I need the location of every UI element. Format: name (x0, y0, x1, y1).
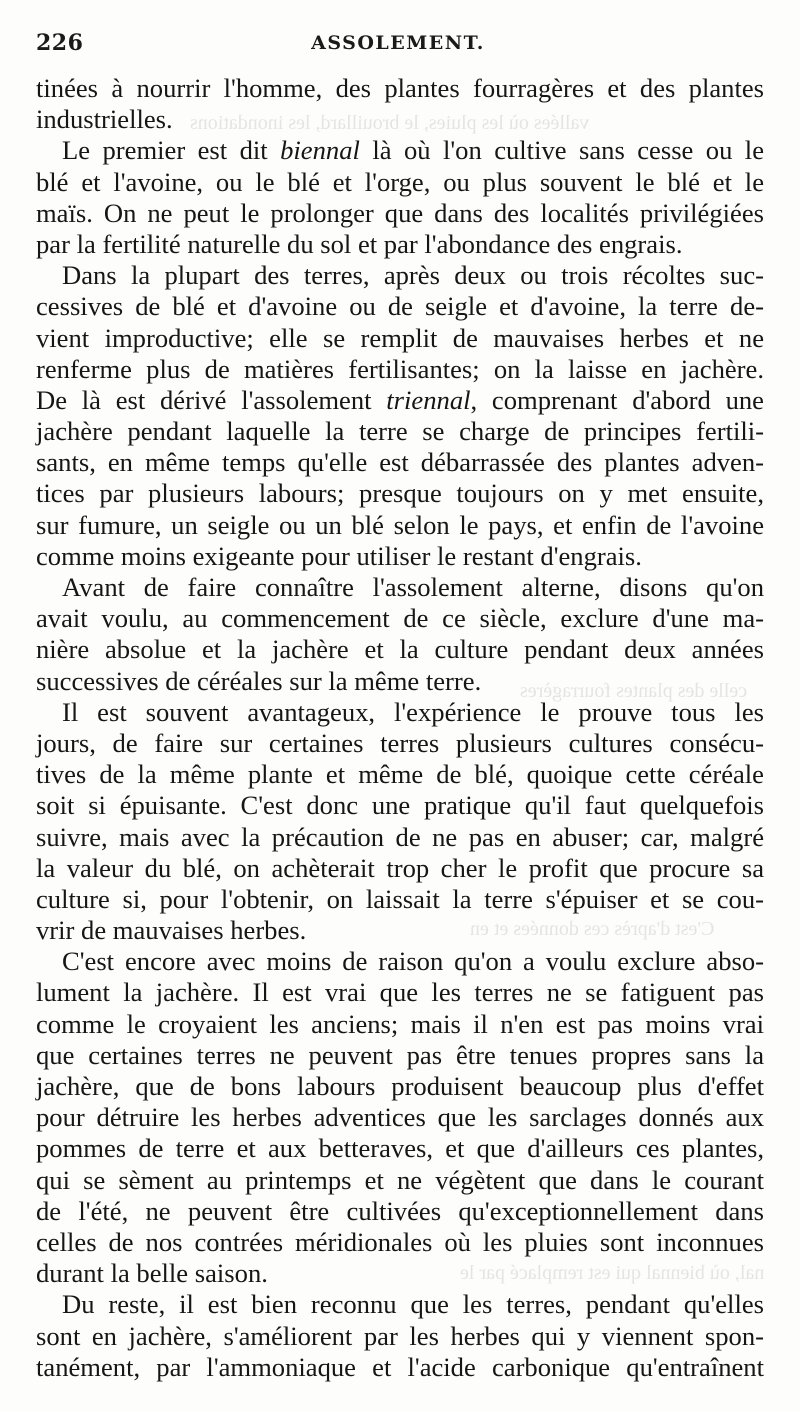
text-line: jours, de faire sur certaines terres plusieurs cultures consécu- (36, 727, 764, 758)
text-line: jachère pendant laquelle la terre se charge de principes fertili- (36, 416, 764, 447)
text-line: tices par plusieurs labours; presque toujours on y met ensuite, (36, 478, 764, 509)
bleed-through-text: nal, où biennal qui est remplacé par le (460, 1262, 765, 1284)
text-line: celles de nos contrées méridionales où les pluies sont inconnues (36, 1226, 764, 1257)
page-number: 226 (36, 30, 84, 56)
text-line: successives de céréales sur la même terre. (36, 665, 482, 696)
text-line: renferme plus de matières fertilisantes; on la laisse en jachère. (36, 353, 764, 384)
text-line: pommes de terre et aux betteraves, et que d'ailleurs ces plantes, (36, 1133, 764, 1164)
text-line: que certaines terres ne peuvent pas être tenues propres sans la (36, 1039, 764, 1070)
text-line: cessives de blé et d'avoine ou de seigle et d'avoine, la terre de- (36, 291, 764, 322)
text-line: Dans la plupart des terres, après deux ou trois récoltes suc- (62, 260, 764, 291)
text-line: maïs. On ne peut le prolonger que dans des localités privilégiées (36, 197, 764, 228)
running-title: ASSOLEMENT. (311, 32, 485, 54)
text-line: qui se sèment au printemps et ne végètent que dans le courant (36, 1164, 764, 1195)
text-line: comme le croyaient les anciens; mais il n'en est pas moins vrai (36, 1008, 764, 1039)
text-line: tives de la même plante et même de blé, quoique cette céréale (36, 759, 764, 790)
italic-term: biennal (280, 135, 360, 166)
text-line: de l'été, ne peuvent être cultivées qu'exceptionnellement dans (36, 1195, 764, 1226)
text-line: Il est souvent avantageux, l'expérience le prouve tous les (62, 696, 764, 727)
text-line: C'est encore avec moins de raison qu'on a voulu exclure abso- (62, 946, 764, 977)
text-line: sants, en même temps qu'elle est débarrassée des plantes adven- (36, 447, 764, 478)
italic-term: triennal (386, 384, 471, 415)
text-line: pour détruire les herbes adventices que les sarclages donnés aux (36, 1102, 764, 1133)
text-line: par la fertilité naturelle du sol et par l'abondance des engrais. (36, 228, 683, 259)
text-line: blé et l'avoine, ou le blé et l'orge, ou plus souvent le blé et le (36, 166, 764, 197)
text-line: soit si épuisante. C'est donc une pratique qu'il faut quelquefois (36, 790, 764, 821)
text-line: tanément, par l'ammoniaque et l'acide carbonique qu'entraînent (36, 1351, 764, 1382)
text-line: jachère, que de bons labours produisent beaucoup plus d'effet (36, 1071, 764, 1101)
text-line: industrielles. (36, 104, 173, 135)
text-line: culture si, pour l'obtenir, on laissait la terre s'épuiser et se cou- (36, 883, 764, 914)
text-line: lument la jachère. Il est vrai que les terres ne se fatiguent pas (36, 977, 764, 1008)
bleed-through-text: celle des plantes fourragères (520, 680, 748, 702)
text-line: Le premier est dit biennal là où l'on cultive sans cesse ou le (62, 135, 765, 166)
text-line: De là est dérivé l'assolement triennal, comprenant d'abord une (36, 384, 764, 415)
text-line: Du reste, il est bien reconnu que les terres, pendant qu'elles (62, 1289, 764, 1320)
text-line: nière absolue et la jachère et la culture pendant deux années (36, 634, 764, 665)
text-line: sont en jachère, s'améliorent par les herbes qui y viennent spon- (36, 1320, 764, 1351)
bleed-through-text: vallées où les pluies, le brouillard, les inondations (190, 112, 590, 134)
text-line: tinées à nourrir l'homme, des plantes fourragères et des plantes (36, 73, 764, 103)
text-line: comme moins exigeante pour utiliser le restant d'engrais. (36, 540, 642, 571)
text-line: la valeur du blé, on achèterait trop cher le profit que procure sa (36, 852, 764, 883)
text-line: vient improductive; elle se remplit de mauvaises herbes et ne (36, 322, 764, 353)
page-header (36, 30, 760, 62)
text-line: avait voulu, au commencement de ce siècle, exclure d'une ma- (36, 603, 764, 634)
body-text (36, 73, 764, 1383)
text-line: suivre, mais avec la précaution de ne pas en abuser; car, malgré (36, 821, 764, 852)
text-line: Avant de faire connaître l'assolement alterne, disons qu'on (62, 572, 764, 602)
text-line: sur fumure, un seigle ou un blé selon le pays, et enfin de l'avoine (36, 509, 764, 540)
text-line: durant la belle saison. (36, 1258, 268, 1289)
bleed-through-text: C'est d'après ces données et en (470, 918, 715, 940)
text-line: vrir de mauvaises herbes. (36, 915, 307, 946)
